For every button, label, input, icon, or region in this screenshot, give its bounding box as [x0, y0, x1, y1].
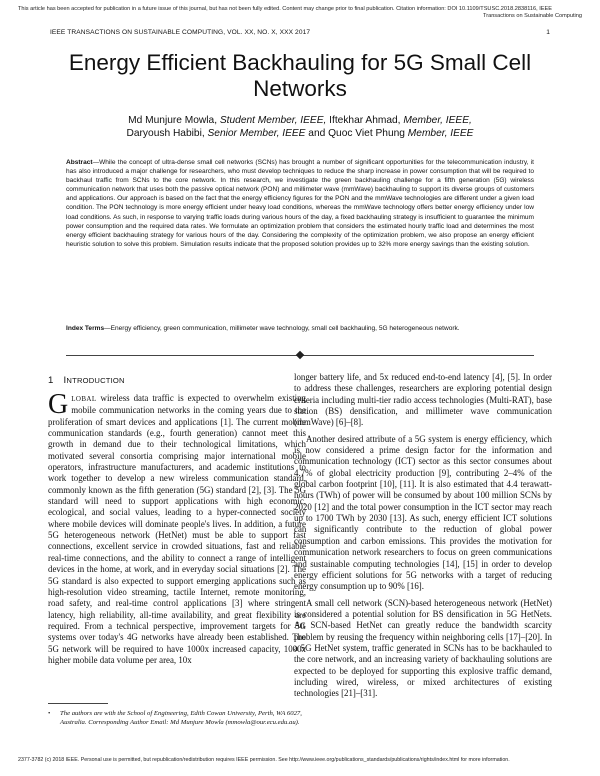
publication-notice-line2: Transactions on Sustainable Computing: [483, 13, 582, 19]
intro-paragraph-2: Another desired attribute of a 5G system is energy efficiency, which is now considered a prime design factor for the information and communication technology (ICT) sector as this sector consumes about 4.7% of global electricity production [9], contributing 2–4% of the global carbon footprint [10], [11]. It is also estimated that 4.4 terawatt-hours (TWh) of power will be consumed by about 100 million SCNs by 2020 [12] and the total power consumption in the ICT sector may reach up to 1700 TWh by 2030 [13]. As such, energy efficient ICT solutions can significantly contribute to the reduction of global power consumption and carbon emissions. This provides the motivation for communication network researchers to focus on green communications and sustainable computing technologies [14], [15] in order to develop energy efficient solutions for 5G networks with a target of reducing energy consumption up to 90% [16].: [294, 433, 552, 592]
author-role: Member, IEEE,: [403, 115, 472, 126]
page-number: 1: [546, 29, 550, 36]
lead-smallcaps: LOBAL: [71, 395, 97, 403]
paper-title: Energy Efficient Backhauling for 5G Small Cell Networks: [68, 50, 532, 101]
author-role: Member, IEEE: [407, 128, 474, 139]
journal-name: IEEE TRANSACTIONS ON SUSTAINABLE COMPUTING, VOL. XX, NO. X, XXX 2017: [50, 29, 311, 36]
paragraph-text: wireless data traffic is expected to overwhelm existing mobile communication networks in the coming years due to the proliferation of smart devices and applications [1]. The current mobile communication standards (e.g., fourth generation) cannot meet this growth in demand due to their technological limitations, which motivated several consortia comprising major international mobile operators, infrastructure manufacturers, and academic institutions to work together to develop a new wireless communication standard, commonly known as the fifth generation (5G) standard [2], [3]. The 5G standard will need to support applications with high economic, ecological, and social values, leading to a hyper-connected society where mobile devices will dominate people's lives. In addition, a future 5G heterogeneous network (HetNet) must be able to support fast connections, excellent service in crowded situations, fast and reliable real-time connections, and the ability to connect a range of intelligent devices in the home, at work, and in everyday social situations [2]. The 5G standard is also expected to support emerging applications such as high-resolution video streaming, tactile Internet, remote monitoring, road safety, and real-time control applications [3] where stringent latency, high reliability, all-time availability, and great flexibility are required. From a technical perspective, improvement targets for 5G systems over today's 4G networks have already been established. The 5G network will be required to have 1000x increased capacity, 1000x higher mobile data volume per area, 10x: [48, 393, 306, 665]
abstract-label: Abstract: [66, 159, 93, 166]
index-terms: [66, 324, 534, 333]
index-terms-text: —Energy efficiency, green communication, millimeter wave technology, small cell backhauling, 5G heterogeneous network.: [104, 325, 460, 332]
index-terms-label: Index Terms: [66, 325, 105, 332]
author-name: and Quoc Viet Phung: [305, 128, 408, 139]
author-role: Senior Member, IEEE: [207, 128, 306, 139]
author-role: Student Member, IEEE,: [219, 115, 327, 126]
section-heading: [48, 375, 306, 387]
bullet-icon: •: [48, 710, 51, 717]
author-line-2: [40, 127, 560, 140]
author-name: Daryoush Habibi,: [126, 128, 208, 139]
intro-paragraph-1: [48, 389, 306, 666]
intro-paragraph-1-cont: longer battery life, and 5x reduced end-to-end latency [4], [5]. In order to address these challenges, researchers are exploring potential design criteria including multi-tier radio access technologies (Multi-RAT), base station (BS) densification, and millimeter wave communication (mmWave) [6]–[8].: [294, 372, 552, 428]
intro-paragraph-3: A small cell network (SCN)-based heterogeneous network (HetNet) is considered a potential solution for BS densification in 5G HetNets. An SCN-based HetNet can greatly reduce the bandwidth scarcity problem by reusing the frequency within neighboring cells [17]–[20]. In a 5G HetNet system, traffic generated in SCNs has to be backhauled to the core network, and an increasing variety of backhauling solutions are expected to be deployed for supporting this explosive traffic demand, including wired, wireless, or mixed architectures of existing technologies [21]–[31].: [294, 597, 552, 699]
running-head: [50, 29, 550, 36]
section-title-rest: NTRODUCTION: [66, 376, 125, 385]
author-name: Md Munjure Mowla,: [128, 115, 220, 126]
diamond-icon: [296, 350, 304, 358]
right-column: [294, 372, 552, 700]
section-number: 1: [48, 375, 54, 386]
author-list: [40, 114, 560, 140]
footnote-text: The authors are with the School of Engineering, Edith Cowan University, Perth, WA 6027, Australia. Corresponding Author Email: Md Munjure Mowla (mmowla@our.ecu.edu.au).: [60, 710, 302, 726]
affiliation-footnote: [48, 703, 306, 727]
drop-cap: G: [48, 389, 69, 420]
section-title-first: I: [63, 375, 67, 386]
copyright-notice: 2377-3782 (c) 2018 IEEE. Personal use is permitted, but republication/redistribution requires IEEE permission. See http://www.ieee.org/publications_standards/publications/rights/index.html for more information.: [18, 757, 510, 763]
left-column: [48, 375, 306, 666]
abstract: [66, 158, 534, 249]
abstract-text: —While the concept of ultra-dense small cell networks (SCNs) has brought a number of significant opportunities for the telecommunication industry, it has also introduced a major challenge for researchers, who must develop techniques to reduce the sharp increase in power consumption that will be required to backhaul traffic from SCNs to the core network. In this research, we investigate the green backhauling challenge for a fifth generation (5G) wireless communication network that uses both the passive optical network (PON) and millimeter wave (mmWave) backhauling to support its diverse groups of customers and applications. Our approach is based on the fact that the energy efficiency figures for the PON and the mmWave technologies are different under a given load condition. The PON technology is more energy efficient under heavy load conditions, whereas the mmWave technology offers better energy efficiency under low load conditions. As such, in response to varying traffic loads during various hours of the day, a fixed backhauling strategy is insufficient to guarantee the minimum power consumption and the required data rates. We formulate an optimization problem that considers the estimated hourly traffic load and determines the most energy efficient backhauling strategy for various hours of the day. Considering the complexity of the optimization problem, we also propose an energy efficient heuristic solution to solve this problem. Simulation results indicate that the proposed solution provides up to 32% more energy savings than the existing solution.: [66, 159, 534, 248]
publication-notice-line1: This article has been accepted for publication in a future issue of this journal, but has not been fully edited. Content may change prior to final publication. Citation information: DOI 10.1109/TSUSC.2018.2838116, IEEE: [18, 6, 553, 12]
author-line-1: [40, 114, 560, 127]
publication-notice: [18, 6, 582, 20]
section-separator: [66, 351, 534, 359]
author-name: Iftekhar Ahmad,: [326, 115, 404, 126]
footnote-rule: [48, 703, 108, 704]
footnote-item: [48, 710, 306, 727]
